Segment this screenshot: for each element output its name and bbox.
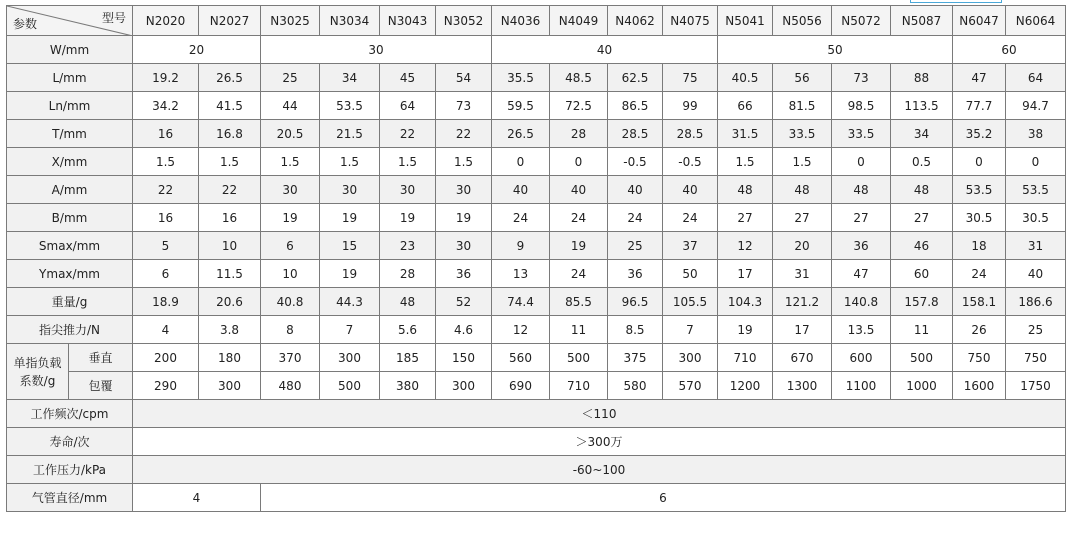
value-cell: 31 bbox=[1006, 232, 1066, 260]
value-cell: 48.5 bbox=[550, 64, 608, 92]
value-cell: 36 bbox=[832, 232, 891, 260]
value-cell: 17 bbox=[773, 316, 832, 344]
value-cell: 1200 bbox=[718, 372, 773, 400]
row-label: 重量/g bbox=[7, 288, 133, 316]
value-cell: 85.5 bbox=[550, 288, 608, 316]
value-cell: 7 bbox=[663, 316, 718, 344]
value-cell: 27 bbox=[891, 204, 953, 232]
value-cell: 1.5 bbox=[320, 148, 380, 176]
value-cell: 290 bbox=[133, 372, 199, 400]
value-cell: 13.5 bbox=[832, 316, 891, 344]
row-label: L/mm bbox=[7, 64, 133, 92]
value-cell: 750 bbox=[953, 344, 1006, 372]
tube-value-cell: 6 bbox=[261, 484, 1066, 512]
model-header-cell: N2020 bbox=[133, 6, 199, 36]
value-cell: 40.8 bbox=[261, 288, 320, 316]
row-label: 寿命/次 bbox=[7, 428, 133, 456]
model-header-cell: N4062 bbox=[608, 6, 663, 36]
value-cell: 28.5 bbox=[608, 120, 663, 148]
value-cell: 26.5 bbox=[199, 64, 261, 92]
value-cell: 380 bbox=[380, 372, 436, 400]
value-cell: 10 bbox=[261, 260, 320, 288]
value-cell: 0.5 bbox=[891, 148, 953, 176]
model-header-cell: N5056 bbox=[773, 6, 832, 36]
value-cell: 54 bbox=[436, 64, 492, 92]
load-wrap-row bbox=[7, 372, 1066, 400]
value-cell: 1.5 bbox=[133, 148, 199, 176]
value-cell: 500 bbox=[891, 344, 953, 372]
value-cell: 185 bbox=[380, 344, 436, 372]
value-cell: 99 bbox=[663, 92, 718, 120]
value-cell: 1750 bbox=[1006, 372, 1066, 400]
value-cell: 73 bbox=[832, 64, 891, 92]
value-cell: 1100 bbox=[832, 372, 891, 400]
common-row bbox=[7, 428, 1066, 456]
param-row bbox=[7, 260, 1066, 288]
value-cell: 4.6 bbox=[436, 316, 492, 344]
value-cell: 157.8 bbox=[891, 288, 953, 316]
value-cell: 94.7 bbox=[1006, 92, 1066, 120]
value-cell: 25 bbox=[1006, 316, 1066, 344]
value-cell: 1000 bbox=[891, 372, 953, 400]
value-cell: 25 bbox=[608, 232, 663, 260]
value-cell: 15 bbox=[320, 232, 380, 260]
value-cell: 121.2 bbox=[773, 288, 832, 316]
value-cell: 1.5 bbox=[436, 148, 492, 176]
value-cell: 30 bbox=[261, 176, 320, 204]
value-cell: 9 bbox=[492, 232, 550, 260]
value-cell: 22 bbox=[436, 120, 492, 148]
value-cell: -0.5 bbox=[663, 148, 718, 176]
model-header-cell: N3034 bbox=[320, 6, 380, 36]
model-header-cell: N2027 bbox=[199, 6, 261, 36]
value-cell: 1.5 bbox=[718, 148, 773, 176]
value-cell: 300 bbox=[320, 344, 380, 372]
value-cell: 12 bbox=[492, 316, 550, 344]
value-cell: 8 bbox=[261, 316, 320, 344]
model-header-cell: N4049 bbox=[550, 6, 608, 36]
param-row bbox=[7, 316, 1066, 344]
value-cell: 710 bbox=[550, 372, 608, 400]
value-cell: 710 bbox=[718, 344, 773, 372]
value-cell: 88 bbox=[891, 64, 953, 92]
value-cell: 34.2 bbox=[133, 92, 199, 120]
value-cell: 44.3 bbox=[320, 288, 380, 316]
value-cell: 50 bbox=[663, 260, 718, 288]
param-row bbox=[7, 148, 1066, 176]
value-cell: 53.5 bbox=[953, 176, 1006, 204]
value-cell: 62.5 bbox=[608, 64, 663, 92]
value-cell: 23 bbox=[380, 232, 436, 260]
value-cell: 690 bbox=[492, 372, 550, 400]
header-row bbox=[7, 6, 1066, 36]
value-cell: 72.5 bbox=[550, 92, 608, 120]
value-cell: 8.5 bbox=[608, 316, 663, 344]
value-cell: 48 bbox=[718, 176, 773, 204]
value-cell: 105.5 bbox=[663, 288, 718, 316]
value-cell: 16.8 bbox=[199, 120, 261, 148]
value-cell: 44 bbox=[261, 92, 320, 120]
value-cell: 30 bbox=[436, 176, 492, 204]
value-cell: 0 bbox=[832, 148, 891, 176]
value-cell: 19 bbox=[550, 232, 608, 260]
model-header-cell: N5041 bbox=[718, 6, 773, 36]
row-label: 指尖推力/N bbox=[7, 316, 133, 344]
value-cell: 30 bbox=[436, 232, 492, 260]
value-cell: 31 bbox=[773, 260, 832, 288]
row-label: B/mm bbox=[7, 204, 133, 232]
value-cell: 53.5 bbox=[1006, 176, 1066, 204]
value-cell: 16 bbox=[133, 120, 199, 148]
value-cell: 24 bbox=[550, 260, 608, 288]
value-cell: 27 bbox=[832, 204, 891, 232]
load-vertical-row bbox=[7, 344, 1066, 372]
value-cell: 670 bbox=[773, 344, 832, 372]
row-label: A/mm bbox=[7, 176, 133, 204]
value-cell: 24 bbox=[663, 204, 718, 232]
value-cell: 96.5 bbox=[608, 288, 663, 316]
value-cell: 500 bbox=[320, 372, 380, 400]
value-cell: 28 bbox=[380, 260, 436, 288]
value-cell: 560 bbox=[492, 344, 550, 372]
value-cell: 36 bbox=[608, 260, 663, 288]
load-row-label bbox=[7, 344, 69, 400]
value-cell: 30.5 bbox=[1006, 204, 1066, 232]
common-row bbox=[7, 456, 1066, 484]
value-cell: 580 bbox=[608, 372, 663, 400]
value-cell: 750 bbox=[1006, 344, 1066, 372]
value-cell: 34 bbox=[320, 64, 380, 92]
value-cell: 22 bbox=[380, 120, 436, 148]
value-cell: 11.5 bbox=[199, 260, 261, 288]
value-cell: 36 bbox=[436, 260, 492, 288]
value-cell: 10 bbox=[199, 232, 261, 260]
value-cell: 300 bbox=[199, 372, 261, 400]
value-cell: 34 bbox=[891, 120, 953, 148]
value-cell: 24 bbox=[550, 204, 608, 232]
value-cell: 30 bbox=[320, 176, 380, 204]
value-cell: 30.5 bbox=[953, 204, 1006, 232]
value-cell: 16 bbox=[133, 204, 199, 232]
value-cell: 17 bbox=[718, 260, 773, 288]
row-label: T/mm bbox=[7, 120, 133, 148]
value-cell: 500 bbox=[550, 344, 608, 372]
value-cell: 200 bbox=[133, 344, 199, 372]
row-label: 气管直径/mm bbox=[7, 484, 133, 512]
width-group-cell: 50 bbox=[718, 36, 953, 64]
common-value-cell: ＜110 bbox=[133, 400, 1066, 428]
value-cell: 18.9 bbox=[133, 288, 199, 316]
value-cell: 6 bbox=[133, 260, 199, 288]
value-cell: 81.5 bbox=[773, 92, 832, 120]
param-row bbox=[7, 204, 1066, 232]
value-cell: 104.3 bbox=[718, 288, 773, 316]
corner-model-label: 型号 bbox=[101, 11, 126, 25]
value-cell: 7 bbox=[320, 316, 380, 344]
width-row bbox=[7, 36, 1066, 64]
model-header-cell: N6047 bbox=[953, 6, 1006, 36]
load-label-line2: 系数/g bbox=[19, 373, 56, 388]
value-cell: 113.5 bbox=[891, 92, 953, 120]
value-cell: 75 bbox=[663, 64, 718, 92]
value-cell: 0 bbox=[1006, 148, 1066, 176]
value-cell: 46 bbox=[891, 232, 953, 260]
value-cell: 370 bbox=[261, 344, 320, 372]
value-cell: 1300 bbox=[773, 372, 832, 400]
common-value-cell: -60~100 bbox=[133, 456, 1066, 484]
value-cell: 21.5 bbox=[320, 120, 380, 148]
row-label: X/mm bbox=[7, 148, 133, 176]
value-cell: 24 bbox=[492, 204, 550, 232]
load-sub-label: 包覆 bbox=[69, 372, 133, 400]
value-cell: 5 bbox=[133, 232, 199, 260]
value-cell: 4 bbox=[133, 316, 199, 344]
value-cell: 38 bbox=[1006, 120, 1066, 148]
value-cell: 47 bbox=[832, 260, 891, 288]
value-cell: 22 bbox=[133, 176, 199, 204]
value-cell: 5.6 bbox=[380, 316, 436, 344]
value-cell: 25 bbox=[261, 64, 320, 92]
value-cell: 40 bbox=[663, 176, 718, 204]
value-cell: 73 bbox=[436, 92, 492, 120]
model-header-cell: N4075 bbox=[663, 6, 718, 36]
value-cell: 19 bbox=[380, 204, 436, 232]
value-cell: 300 bbox=[663, 344, 718, 372]
value-cell: 66 bbox=[718, 92, 773, 120]
value-cell: 48 bbox=[773, 176, 832, 204]
value-cell: 48 bbox=[832, 176, 891, 204]
tube-row bbox=[7, 484, 1066, 512]
value-cell: 47 bbox=[953, 64, 1006, 92]
header-accent-mark bbox=[910, 0, 1002, 3]
value-cell: 53.5 bbox=[320, 92, 380, 120]
value-cell: 27 bbox=[773, 204, 832, 232]
value-cell: 19 bbox=[261, 204, 320, 232]
value-cell: 19.2 bbox=[133, 64, 199, 92]
value-cell: 0 bbox=[492, 148, 550, 176]
corner-param-label: 参数 bbox=[13, 17, 38, 31]
model-header-cell: N5087 bbox=[891, 6, 953, 36]
value-cell: 1.5 bbox=[261, 148, 320, 176]
load-sub-label: 垂直 bbox=[69, 344, 133, 372]
value-cell: 180 bbox=[199, 344, 261, 372]
value-cell: 600 bbox=[832, 344, 891, 372]
value-cell: 40 bbox=[1006, 260, 1066, 288]
row-label: W/mm bbox=[7, 36, 133, 64]
value-cell: 60 bbox=[891, 260, 953, 288]
param-row bbox=[7, 120, 1066, 148]
common-row bbox=[7, 400, 1066, 428]
value-cell: 74.4 bbox=[492, 288, 550, 316]
value-cell: 11 bbox=[550, 316, 608, 344]
value-cell: 16 bbox=[199, 204, 261, 232]
value-cell: 26.5 bbox=[492, 120, 550, 148]
value-cell: 480 bbox=[261, 372, 320, 400]
row-label: 工作频次/cpm bbox=[7, 400, 133, 428]
value-cell: 300 bbox=[436, 372, 492, 400]
model-header-cell: N5072 bbox=[832, 6, 891, 36]
value-cell: 59.5 bbox=[492, 92, 550, 120]
value-cell: 45 bbox=[380, 64, 436, 92]
value-cell: 570 bbox=[663, 372, 718, 400]
value-cell: 24 bbox=[953, 260, 1006, 288]
value-cell: 1600 bbox=[953, 372, 1006, 400]
value-cell: 33.5 bbox=[832, 120, 891, 148]
corner-header-cell bbox=[7, 6, 133, 36]
value-cell: 3.8 bbox=[199, 316, 261, 344]
width-group-cell: 60 bbox=[953, 36, 1066, 64]
row-label: Smax/mm bbox=[7, 232, 133, 260]
value-cell: 186.6 bbox=[1006, 288, 1066, 316]
value-cell: 11 bbox=[891, 316, 953, 344]
value-cell: -0.5 bbox=[608, 148, 663, 176]
value-cell: 33.5 bbox=[773, 120, 832, 148]
model-header-cell: N3052 bbox=[436, 6, 492, 36]
value-cell: 19 bbox=[436, 204, 492, 232]
value-cell: 140.8 bbox=[832, 288, 891, 316]
value-cell: 56 bbox=[773, 64, 832, 92]
model-header-cell: N3025 bbox=[261, 6, 320, 36]
tube-value-cell: 4 bbox=[133, 484, 261, 512]
value-cell: 28 bbox=[550, 120, 608, 148]
row-label: 工作压力/kPa bbox=[7, 456, 133, 484]
value-cell: 24 bbox=[608, 204, 663, 232]
value-cell: 158.1 bbox=[953, 288, 1006, 316]
value-cell: 40.5 bbox=[718, 64, 773, 92]
value-cell: 41.5 bbox=[199, 92, 261, 120]
value-cell: 0 bbox=[953, 148, 1006, 176]
value-cell: 13 bbox=[492, 260, 550, 288]
row-label: Ln/mm bbox=[7, 92, 133, 120]
value-cell: 375 bbox=[608, 344, 663, 372]
param-row bbox=[7, 232, 1066, 260]
value-cell: 26 bbox=[953, 316, 1006, 344]
value-cell: 150 bbox=[436, 344, 492, 372]
value-cell: 20.5 bbox=[261, 120, 320, 148]
value-cell: 52 bbox=[436, 288, 492, 316]
value-cell: 35.2 bbox=[953, 120, 1006, 148]
value-cell: 19 bbox=[320, 260, 380, 288]
value-cell: 0 bbox=[550, 148, 608, 176]
value-cell: 12 bbox=[718, 232, 773, 260]
value-cell: 86.5 bbox=[608, 92, 663, 120]
value-cell: 48 bbox=[891, 176, 953, 204]
spec-table bbox=[6, 5, 1066, 512]
model-header-cell: N6064 bbox=[1006, 6, 1066, 36]
value-cell: 40 bbox=[550, 176, 608, 204]
value-cell: 40 bbox=[492, 176, 550, 204]
value-cell: 19 bbox=[718, 316, 773, 344]
value-cell: 40 bbox=[608, 176, 663, 204]
width-group-cell: 20 bbox=[133, 36, 261, 64]
param-row bbox=[7, 92, 1066, 120]
value-cell: 20 bbox=[773, 232, 832, 260]
value-cell: 20.6 bbox=[199, 288, 261, 316]
model-header-cell: N3043 bbox=[380, 6, 436, 36]
value-cell: 77.7 bbox=[953, 92, 1006, 120]
common-value-cell: ＞300万 bbox=[133, 428, 1066, 456]
value-cell: 31.5 bbox=[718, 120, 773, 148]
model-header-cell: N4036 bbox=[492, 6, 550, 36]
param-row bbox=[7, 64, 1066, 92]
row-label: Ymax/mm bbox=[7, 260, 133, 288]
value-cell: 18 bbox=[953, 232, 1006, 260]
param-row bbox=[7, 288, 1066, 316]
value-cell: 22 bbox=[199, 176, 261, 204]
value-cell: 64 bbox=[1006, 64, 1066, 92]
value-cell: 64 bbox=[380, 92, 436, 120]
value-cell: 48 bbox=[380, 288, 436, 316]
value-cell: 1.5 bbox=[199, 148, 261, 176]
value-cell: 30 bbox=[380, 176, 436, 204]
value-cell: 1.5 bbox=[380, 148, 436, 176]
value-cell: 37 bbox=[663, 232, 718, 260]
value-cell: 27 bbox=[718, 204, 773, 232]
value-cell: 35.5 bbox=[492, 64, 550, 92]
value-cell: 6 bbox=[261, 232, 320, 260]
value-cell: 98.5 bbox=[832, 92, 891, 120]
value-cell: 1.5 bbox=[773, 148, 832, 176]
width-group-cell: 40 bbox=[492, 36, 718, 64]
load-label-line1: 单指负载 bbox=[13, 355, 62, 370]
param-row bbox=[7, 176, 1066, 204]
value-cell: 28.5 bbox=[663, 120, 718, 148]
value-cell: 19 bbox=[320, 204, 380, 232]
width-group-cell: 30 bbox=[261, 36, 492, 64]
